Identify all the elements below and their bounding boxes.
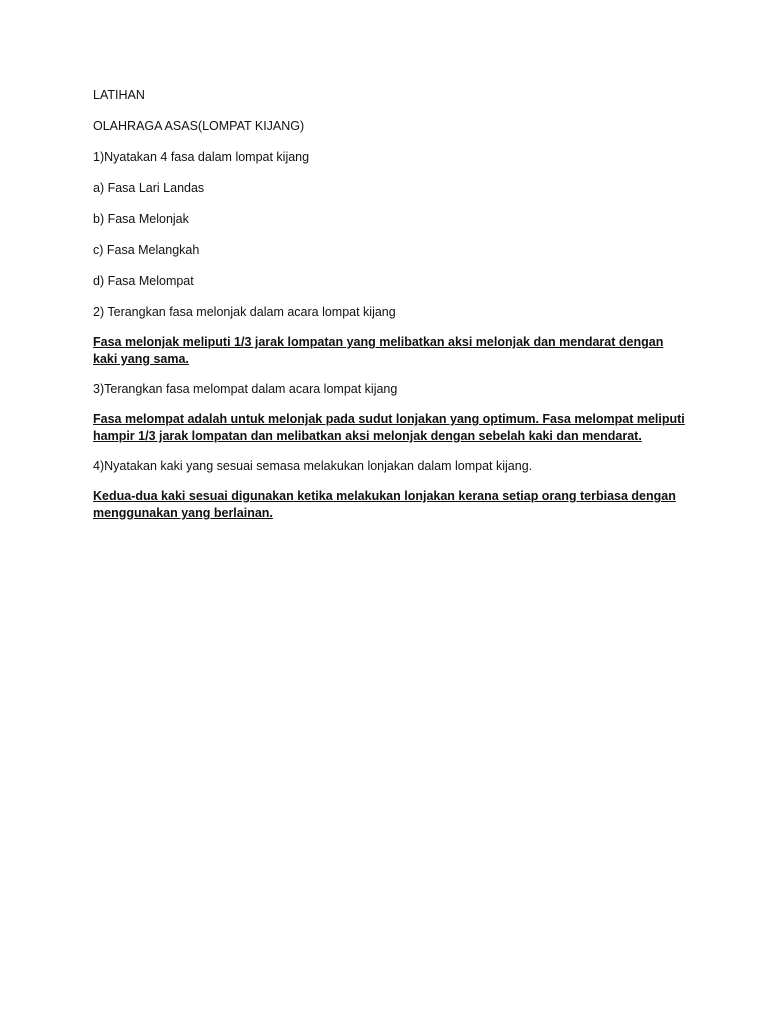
answer-3-line-1: Fasa melompat adalah untuk melonjak pada sudut lonjakan yang optimum. Fasa melompat meliputi xyxy=(93,412,685,426)
document-title: LATIHAN xyxy=(93,88,145,102)
question-3: 3)Terangkan fasa melompat dalam acara lompat kijang xyxy=(93,382,398,396)
answer-3-line-2: hampir 1/3 jarak lompatan dan melibatkan aksi melonjak dengan sebelah kaki dan mendarat. xyxy=(93,429,642,443)
answer-1d: d) Fasa Melompat xyxy=(93,274,194,288)
answer-2-line-2: kaki yang sama. xyxy=(93,352,189,366)
answer-1c: c) Fasa Melangkah xyxy=(93,243,200,257)
document-body xyxy=(93,86,693,534)
answer-2-line-1: Fasa melonjak meliputi 1/3 jarak lompatan yang melibatkan aksi melonjak dan mendarat dengan xyxy=(93,335,664,349)
question-4: 4)Nyatakan kaki yang sesuai semasa melakukan lonjakan dalam lompat kijang. xyxy=(93,459,533,473)
question-1: 1)Nyatakan 4 fasa dalam lompat kijang xyxy=(93,150,310,164)
answer-1a: a) Fasa Lari Landas xyxy=(93,181,205,195)
answer-3 xyxy=(93,411,693,445)
answer-4 xyxy=(93,488,693,522)
answer-1b: b) Fasa Melonjak xyxy=(93,212,189,226)
answer-2 xyxy=(93,334,693,368)
answer-4-line-1: Kedua-dua kaki sesuai digunakan ketika melakukan lonjakan kerana setiap orang terbiasa dengan xyxy=(93,489,676,503)
document-subtitle: OLAHRAGA ASAS(LOMPAT KIJANG) xyxy=(93,119,305,133)
answer-4-line-2: menggunakan yang berlainan. xyxy=(93,506,273,520)
question-2: 2) Terangkan fasa melonjak dalam acara lompat kijang xyxy=(93,305,396,319)
